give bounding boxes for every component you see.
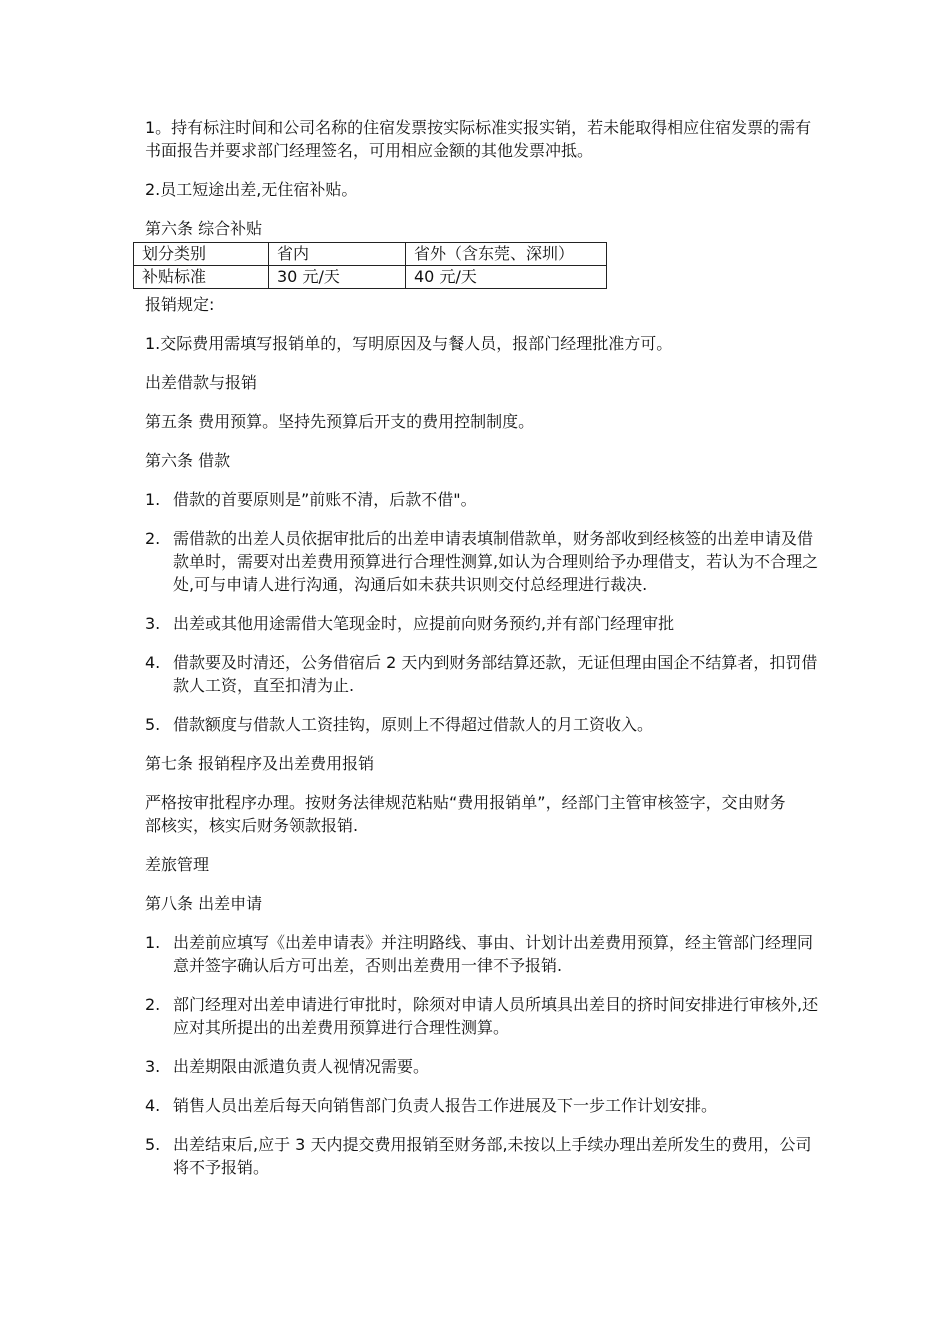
list-text: 借款要及时清还，公务借宿后 2 天内到财务部结算还款，无证但理由国企不结算者，扣罚借款人工资，直至扣清为止. xyxy=(173,653,818,695)
list-item xyxy=(145,1055,825,1078)
list-text: 出差结束后,应于 3 天内提交费用报销至财务部,未按以上手续办理出差所发生的费用，公司将不予报销。 xyxy=(173,1135,812,1177)
list-number: 1. xyxy=(145,490,161,509)
article-7-text: 严格按审批程序办理。按财务法律规范粘贴“费用报销单”，经部门主管审核签字，交由财务部核实，核实后财务领款报销. xyxy=(145,793,786,835)
table-cell: 省内 xyxy=(269,243,406,266)
list-text: 出差或其他用途需借大笔现金时，应提前向财务预约,并有部门经理审批 xyxy=(173,614,675,633)
article-7-heading: 第七条 报销程序及出差费用报销 xyxy=(145,754,375,773)
list-number: 3. xyxy=(145,1057,161,1076)
list-text: 部门经理对出差申请进行审批时，除须对申请人员所填具出差目的挤时间安排进行审核外,还应对其所提出的出差费用预算进行合理性测算。 xyxy=(173,995,819,1037)
list-text: 出差期限由派遣负责人视情况需要。 xyxy=(173,1057,430,1076)
travel-list xyxy=(145,931,825,1179)
list-item xyxy=(145,713,825,736)
document-page xyxy=(142,116,825,1195)
list-item xyxy=(145,1094,825,1117)
loan-list xyxy=(145,488,825,736)
section-heading-loan: 出差借款与报销 xyxy=(145,373,258,392)
table-cell: 划分类别 xyxy=(134,243,269,266)
table-cell: 40 元/天 xyxy=(406,266,607,289)
intro-paragraph-1: 1。持有标注时间和公司名称的住宿发票按实际标准实报实销，若未能取得相应住宿发票的需有书面报告并要求部门经理签名，可用相应金额的其他发票冲抵。 xyxy=(145,118,812,160)
list-item xyxy=(145,1133,825,1179)
table-cell: 省外（含东莞、深圳） xyxy=(406,243,607,266)
list-text: 需借款的出差人员依据审批后的出差申请表填制借款单，财务部收到经核签的出差申请及借款单时，需要对出差费用预算进行合理性测算,如认为合理则给予办理借支，若认为不合理之处,可与申请人进行沟通，沟通后如未获共识则交付总经理进行裁决. xyxy=(173,529,819,594)
list-item xyxy=(145,651,825,697)
list-text: 借款额度与借款人工资挂钩，原则上不得超过借款人的月工资收入。 xyxy=(173,715,654,734)
article-6-subsidy-heading: 第六条 综合补贴 xyxy=(145,219,263,238)
table-header-row xyxy=(134,243,607,266)
section-heading-travel: 差旅管理 xyxy=(145,855,210,874)
table-row xyxy=(134,266,607,289)
list-item xyxy=(145,612,825,635)
article-8-heading: 第八条 出差申请 xyxy=(145,894,263,913)
list-number: 1. xyxy=(145,933,161,952)
subsidy-table xyxy=(133,242,607,289)
article-6-loan-heading: 第六条 借款 xyxy=(145,451,231,470)
list-number: 4. xyxy=(145,1096,161,1115)
list-item xyxy=(145,931,825,977)
list-number: 4. xyxy=(145,653,161,672)
intro-paragraph-2: 2.员工短途出差,无住宿补贴。 xyxy=(145,180,358,199)
list-text: 销售人员出差后每天向销售部门负责人报告工作进展及下一步工作计划安排。 xyxy=(173,1096,718,1115)
table-cell: 30 元/天 xyxy=(269,266,406,289)
reimburse-rule: 1.交际费用需填写报销单的，写明原因及与餐人员，报部门经理批准方可。 xyxy=(145,334,673,353)
list-number: 2. xyxy=(145,995,161,1014)
list-number: 2. xyxy=(145,529,161,548)
list-item xyxy=(145,488,825,511)
list-number: 5. xyxy=(145,1135,161,1154)
list-item xyxy=(145,993,825,1039)
list-number: 3. xyxy=(145,614,161,633)
list-item xyxy=(145,527,825,596)
list-number: 5. xyxy=(145,715,161,734)
reimburse-label: 报销规定: xyxy=(145,295,215,314)
table-cell: 补贴标准 xyxy=(134,266,269,289)
list-text: 出差前应填写《出差申请表》并注明路线、事由、计划计出差费用预算，经主管部门经理同意并签字确认后方可出差，否则出差费用一律不予报销. xyxy=(173,933,814,975)
list-text: 借款的首要原则是”前账不清，后款不借"。 xyxy=(173,490,477,509)
article-5-budget: 第五条 费用预算。坚持先预算后开支的费用控制制度。 xyxy=(145,412,535,431)
